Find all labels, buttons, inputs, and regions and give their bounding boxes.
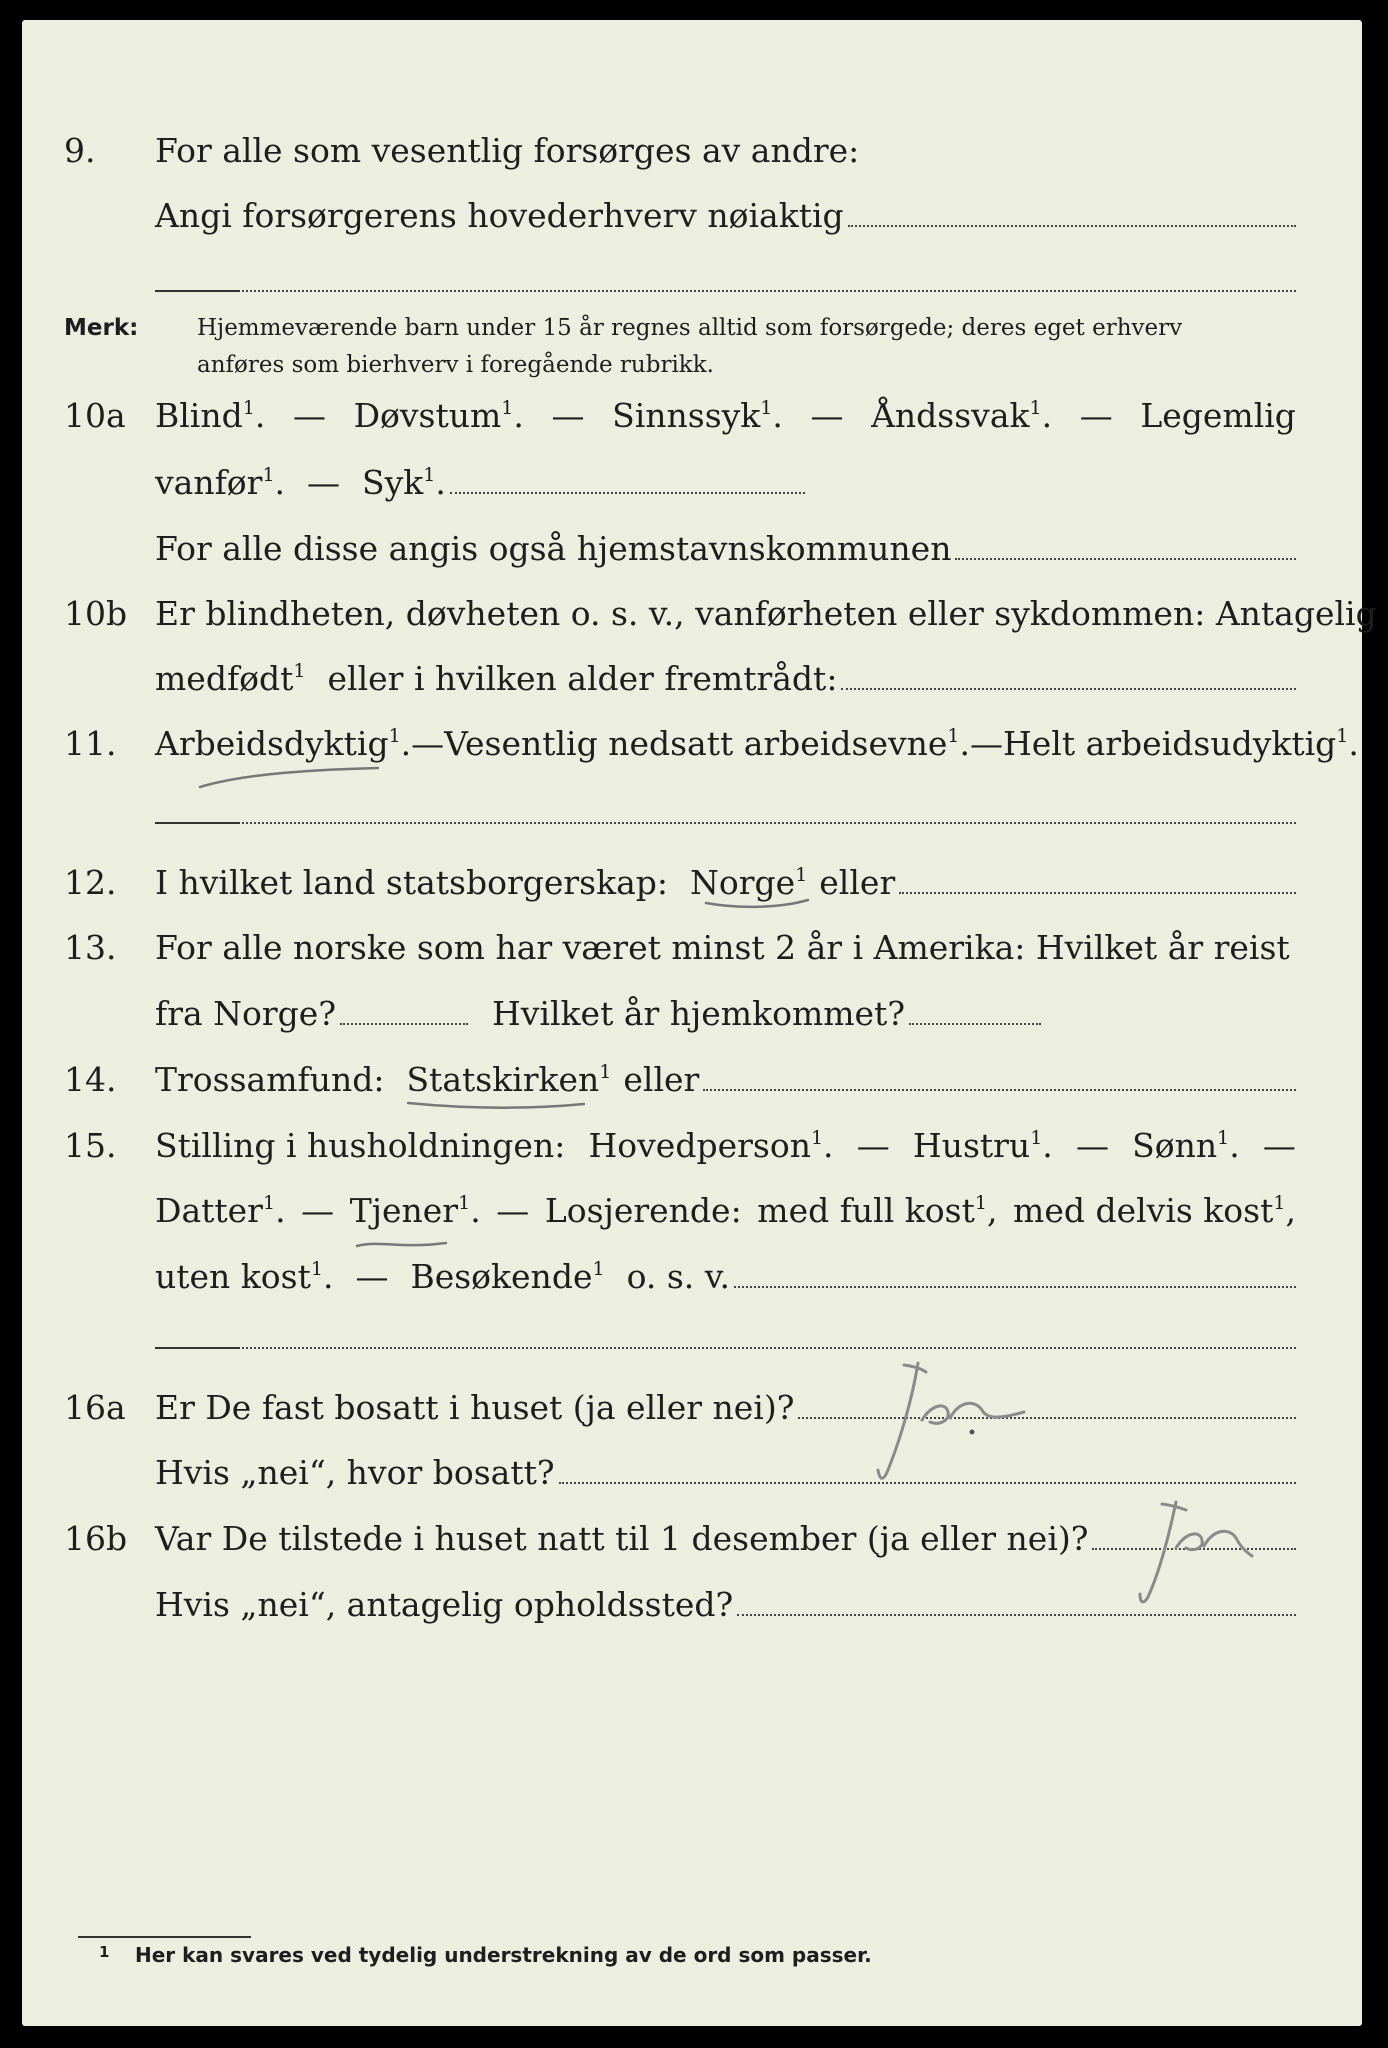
q15-line2: Datter$^1$. — Tjener$^1$. — Losjerende: med full kost$^1$, med delvis kost$^1$, bbox=[155, 1191, 1296, 1230]
q16b-followup: Hvis „nei“, antagelig opholdssted? bbox=[155, 1585, 734, 1624]
q15-line1: 15. Stilling i husholdningen: Hovedperson$^1$. — Hustru$^1$. — Sønn$^1$. — bbox=[64, 1126, 1296, 1165]
q9-line1 bbox=[0, 125, 1388, 185]
q15-line3: uten kost$^1$. — Besøkende$^1$ o. s. v. bbox=[0, 1251, 1388, 1311]
q16a-followup: Hvis „nei“, hvor bosatt? bbox=[155, 1453, 555, 1492]
option-udyktig: Helt arbeidsudyktig$^1$. bbox=[1003, 724, 1359, 763]
q16a-line2 bbox=[0, 1447, 1388, 1507]
q9-answer-field[interactable] bbox=[848, 225, 1296, 227]
option-nedsatt: Vesentlig nedsatt arbeidsevne$^1$. bbox=[444, 724, 970, 763]
option-norge: Norge$^1$ bbox=[690, 863, 808, 902]
q10b-number: 10b bbox=[64, 594, 128, 633]
option-medfodt: medfødt$^1$ bbox=[155, 659, 306, 698]
q10a-answer-field[interactable] bbox=[450, 492, 805, 494]
q10b-line1 bbox=[0, 588, 1388, 648]
q16a-answer-field[interactable] bbox=[798, 1417, 1296, 1419]
q13-number: 13. bbox=[64, 928, 117, 967]
q10b-answer-field[interactable] bbox=[841, 688, 1296, 690]
q16a-question: Er De fast bosatt i huset (ja eller nei)? bbox=[155, 1388, 795, 1427]
q14-number: 14. bbox=[64, 1060, 117, 1099]
q15-answer-line[interactable] bbox=[155, 1347, 1296, 1349]
option-dovstum: Døvstum$^1$. bbox=[353, 396, 524, 435]
option-andssvak: Åndssvak$^1$. bbox=[871, 396, 1053, 435]
q12-answer-field[interactable] bbox=[899, 892, 1296, 894]
option-delvis-kost: med delvis kost$^1$, bbox=[1013, 1191, 1296, 1230]
footnote-text: Her kan svares ved tydelig understrekning av de ord som passer. bbox=[135, 1943, 872, 1967]
q16a-number: 16a bbox=[64, 1388, 126, 1427]
hjemkommet-year-field[interactable] bbox=[909, 1023, 1041, 1025]
footnote-rule bbox=[78, 1936, 251, 1938]
q9-question: For alle som vesentlig forsørges av andre: bbox=[155, 131, 860, 170]
q13-line2: fra Norge? Hvilket år hjemkommet? bbox=[0, 988, 1388, 1048]
option-datter: Datter$^1$. bbox=[155, 1191, 286, 1230]
option-besokende: Besøkende$^1$ bbox=[410, 1257, 605, 1296]
q10a-number: 10a bbox=[64, 396, 126, 435]
merk-label: Merk: bbox=[64, 315, 139, 341]
option-tjener: Tjener$^1$. bbox=[349, 1191, 481, 1230]
q9-answer-line[interactable] bbox=[155, 290, 1296, 292]
option-hovedperson: Hovedperson$^1$. bbox=[588, 1126, 834, 1165]
reist-year-field[interactable] bbox=[340, 1023, 468, 1025]
q10a-line3 bbox=[0, 523, 1388, 583]
option-full-kost: med full kost$^1$, bbox=[757, 1191, 998, 1230]
hjemstavn-field[interactable] bbox=[955, 558, 1296, 560]
q10a-line1: 10a Blind$^1$. — Døvstum$^1$. — Sinnssyk$^1$. — Åndssvak$^1$. — Legemlig bbox=[64, 396, 1296, 435]
q16b-answer-field[interactable] bbox=[1092, 1548, 1296, 1550]
q16a-line1 bbox=[0, 1382, 1388, 1442]
q16b-number: 16b bbox=[64, 1519, 128, 1558]
q14-answer-field[interactable] bbox=[703, 1089, 1296, 1091]
option-arbeidsdyktig: Arbeidsdyktig$^1$. bbox=[155, 724, 412, 763]
q16b-question: Var De tilstede i huset natt til 1 desember (ja eller nei)? bbox=[155, 1519, 1089, 1558]
option-sonn: Sønn$^1$. bbox=[1132, 1126, 1240, 1165]
option-blind: Blind$^1$. bbox=[155, 396, 266, 435]
q15-number: 15. bbox=[64, 1126, 117, 1165]
option-syk: Syk$^1$. bbox=[362, 463, 446, 502]
q10a-line2: vanfør$^1$. — Syk$^1$. bbox=[0, 457, 1388, 517]
option-statskirken: Statskirken$^1$ bbox=[406, 1060, 612, 1099]
q12-number: 12. bbox=[64, 863, 117, 902]
merk-line2: anføres som bierhverv i foregående rubrikk. bbox=[197, 352, 714, 378]
q16b-opholdssted-field[interactable] bbox=[737, 1614, 1296, 1616]
q9-prompt: Angi forsørgerens hovederhverv nøiaktig bbox=[155, 196, 844, 235]
q14-line: 14. Trossamfund: Statskirken$^1$ eller bbox=[0, 1054, 1388, 1114]
q13-line1 bbox=[0, 922, 1388, 982]
q11-line: 11. Arbeidsdyktig$^1$. — Vesentlig nedsatt arbeidsevne$^1$. — Helt arbeidsudyktig$^1$. bbox=[64, 724, 1359, 763]
option-uten-kost: uten kost$^1$. bbox=[155, 1257, 334, 1296]
q11-number: 11. bbox=[64, 724, 117, 763]
option-hustru: Hustru$^1$. bbox=[912, 1126, 1053, 1165]
footnote-marker: 1 bbox=[99, 1943, 110, 1961]
option-vanfor: vanfør$^1$. bbox=[155, 463, 286, 502]
q15-answer-field[interactable] bbox=[734, 1286, 1296, 1288]
q16b-line2 bbox=[0, 1579, 1388, 1639]
q12-line: 12. I hvilket land statsborgerskap: Norge$^1$ eller bbox=[0, 857, 1388, 917]
q9-line2 bbox=[0, 190, 1388, 250]
q16b-line1 bbox=[0, 1513, 1388, 1573]
q16a-bosatt-field[interactable] bbox=[559, 1482, 1296, 1484]
q10b-question: Er blindheten, døvheten o. s. v., vanførheten eller sykdommen: Antagelig bbox=[155, 594, 1377, 633]
q13-question: For alle norske som har været minst 2 år i Amerika: Hvilket år reist bbox=[155, 928, 1290, 967]
option-sinnssyk: Sinnssyk$^1$. bbox=[612, 396, 783, 435]
merk-line1: Hjemmeværende barn under 15 år regnes alltid som forsørgede; deres eget erhverv bbox=[197, 315, 1183, 341]
q11-answer-line[interactable] bbox=[155, 822, 1296, 824]
q10b-line2: medfødt$^1$ eller i hvilken alder fremtrådt: bbox=[0, 653, 1388, 713]
q10a-prompt: For alle disse angis også hjemstavnskommunen bbox=[155, 529, 952, 568]
footnote bbox=[99, 1943, 872, 1967]
q9-number: 9. bbox=[64, 131, 96, 170]
option-legemlig: Legemlig bbox=[1140, 396, 1296, 435]
